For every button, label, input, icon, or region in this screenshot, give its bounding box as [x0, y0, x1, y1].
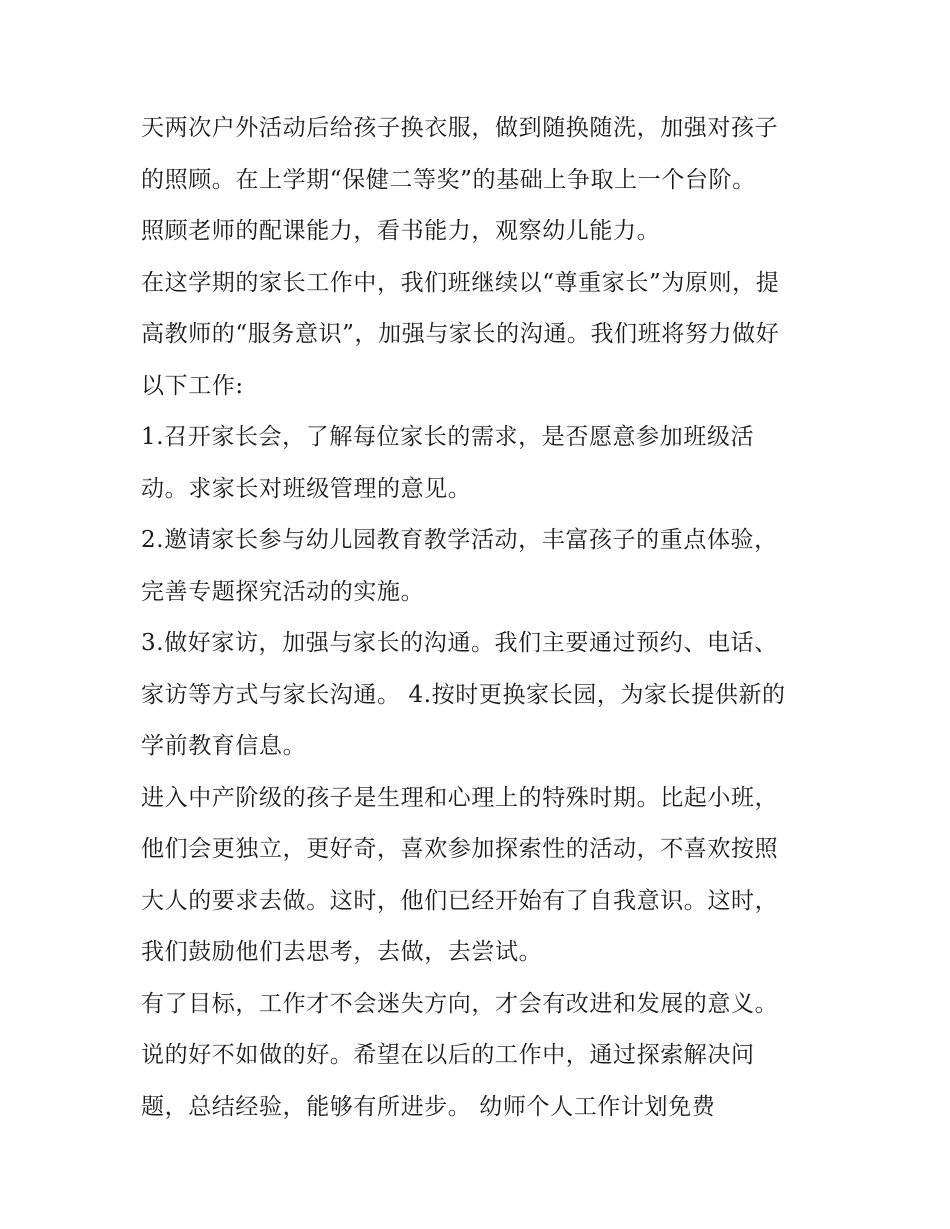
text-line: 1.召开家长会，了解每位家长的需求，是否愿意参加班级活	[141, 424, 755, 450]
text-line: 3.做好家访，加强与家长的沟通。我们主要通过预约、电话、	[141, 630, 778, 656]
text-line: 说的好不如做的好。希望在以后的工作中，通过探索解决问	[141, 1042, 755, 1068]
text-line: 以下工作:	[141, 372, 244, 399]
text-line: 2.邀请家长参与幼儿园教育教学活动，丰富孩子的重点体验，	[141, 527, 778, 553]
document-body	[141, 103, 831, 1133]
text-line: 我们鼓励他们去思考，去做，去尝试。	[141, 939, 543, 965]
text-line: 他们会更独立，更好奇，喜欢参加探索性的活动，不喜欢按照	[141, 836, 779, 862]
text-line: 完善专题探究活动的实施。	[141, 578, 425, 605]
text-line: 的照顾。在上学期“保健二等奖”的基础上争取上一个台阶。	[141, 166, 756, 193]
text-line: 在这学期的家长工作中，我们班继续以“尊重家长”为原则，提	[141, 269, 780, 296]
text-line: 天两次户外活动后给孩子换衣服，做到随换随洗，加强对孩子	[141, 115, 779, 141]
text-line: 进入中产阶级的孩子是生理和心理上的特殊时期。比起小班，	[141, 784, 779, 811]
text-line: 高教师的“服务意识”，加强与家长的沟通。我们班将努力做好	[141, 321, 780, 347]
text-line: 照顾老师的配课能力，看书能力，观察幼儿能力。	[141, 218, 661, 244]
text-line: 动。求家长对班级管理的意见。	[141, 475, 472, 502]
text-line: 家访等方式与家长沟通。 4.按时更换家长园，为家长提供新的	[141, 681, 786, 708]
text-line: 学前教育信息。	[141, 733, 307, 759]
text-line: 有了目标，工作才不会迷失方向，才会有改进和发展的意义。	[141, 990, 779, 1017]
text-line: 大人的要求去做。这时，他们已经开始有了自我意识。这时，	[141, 887, 779, 914]
text-line: 题，总结经验，能够有所进步。 幼师个人工作计划免费	[141, 1093, 716, 1120]
